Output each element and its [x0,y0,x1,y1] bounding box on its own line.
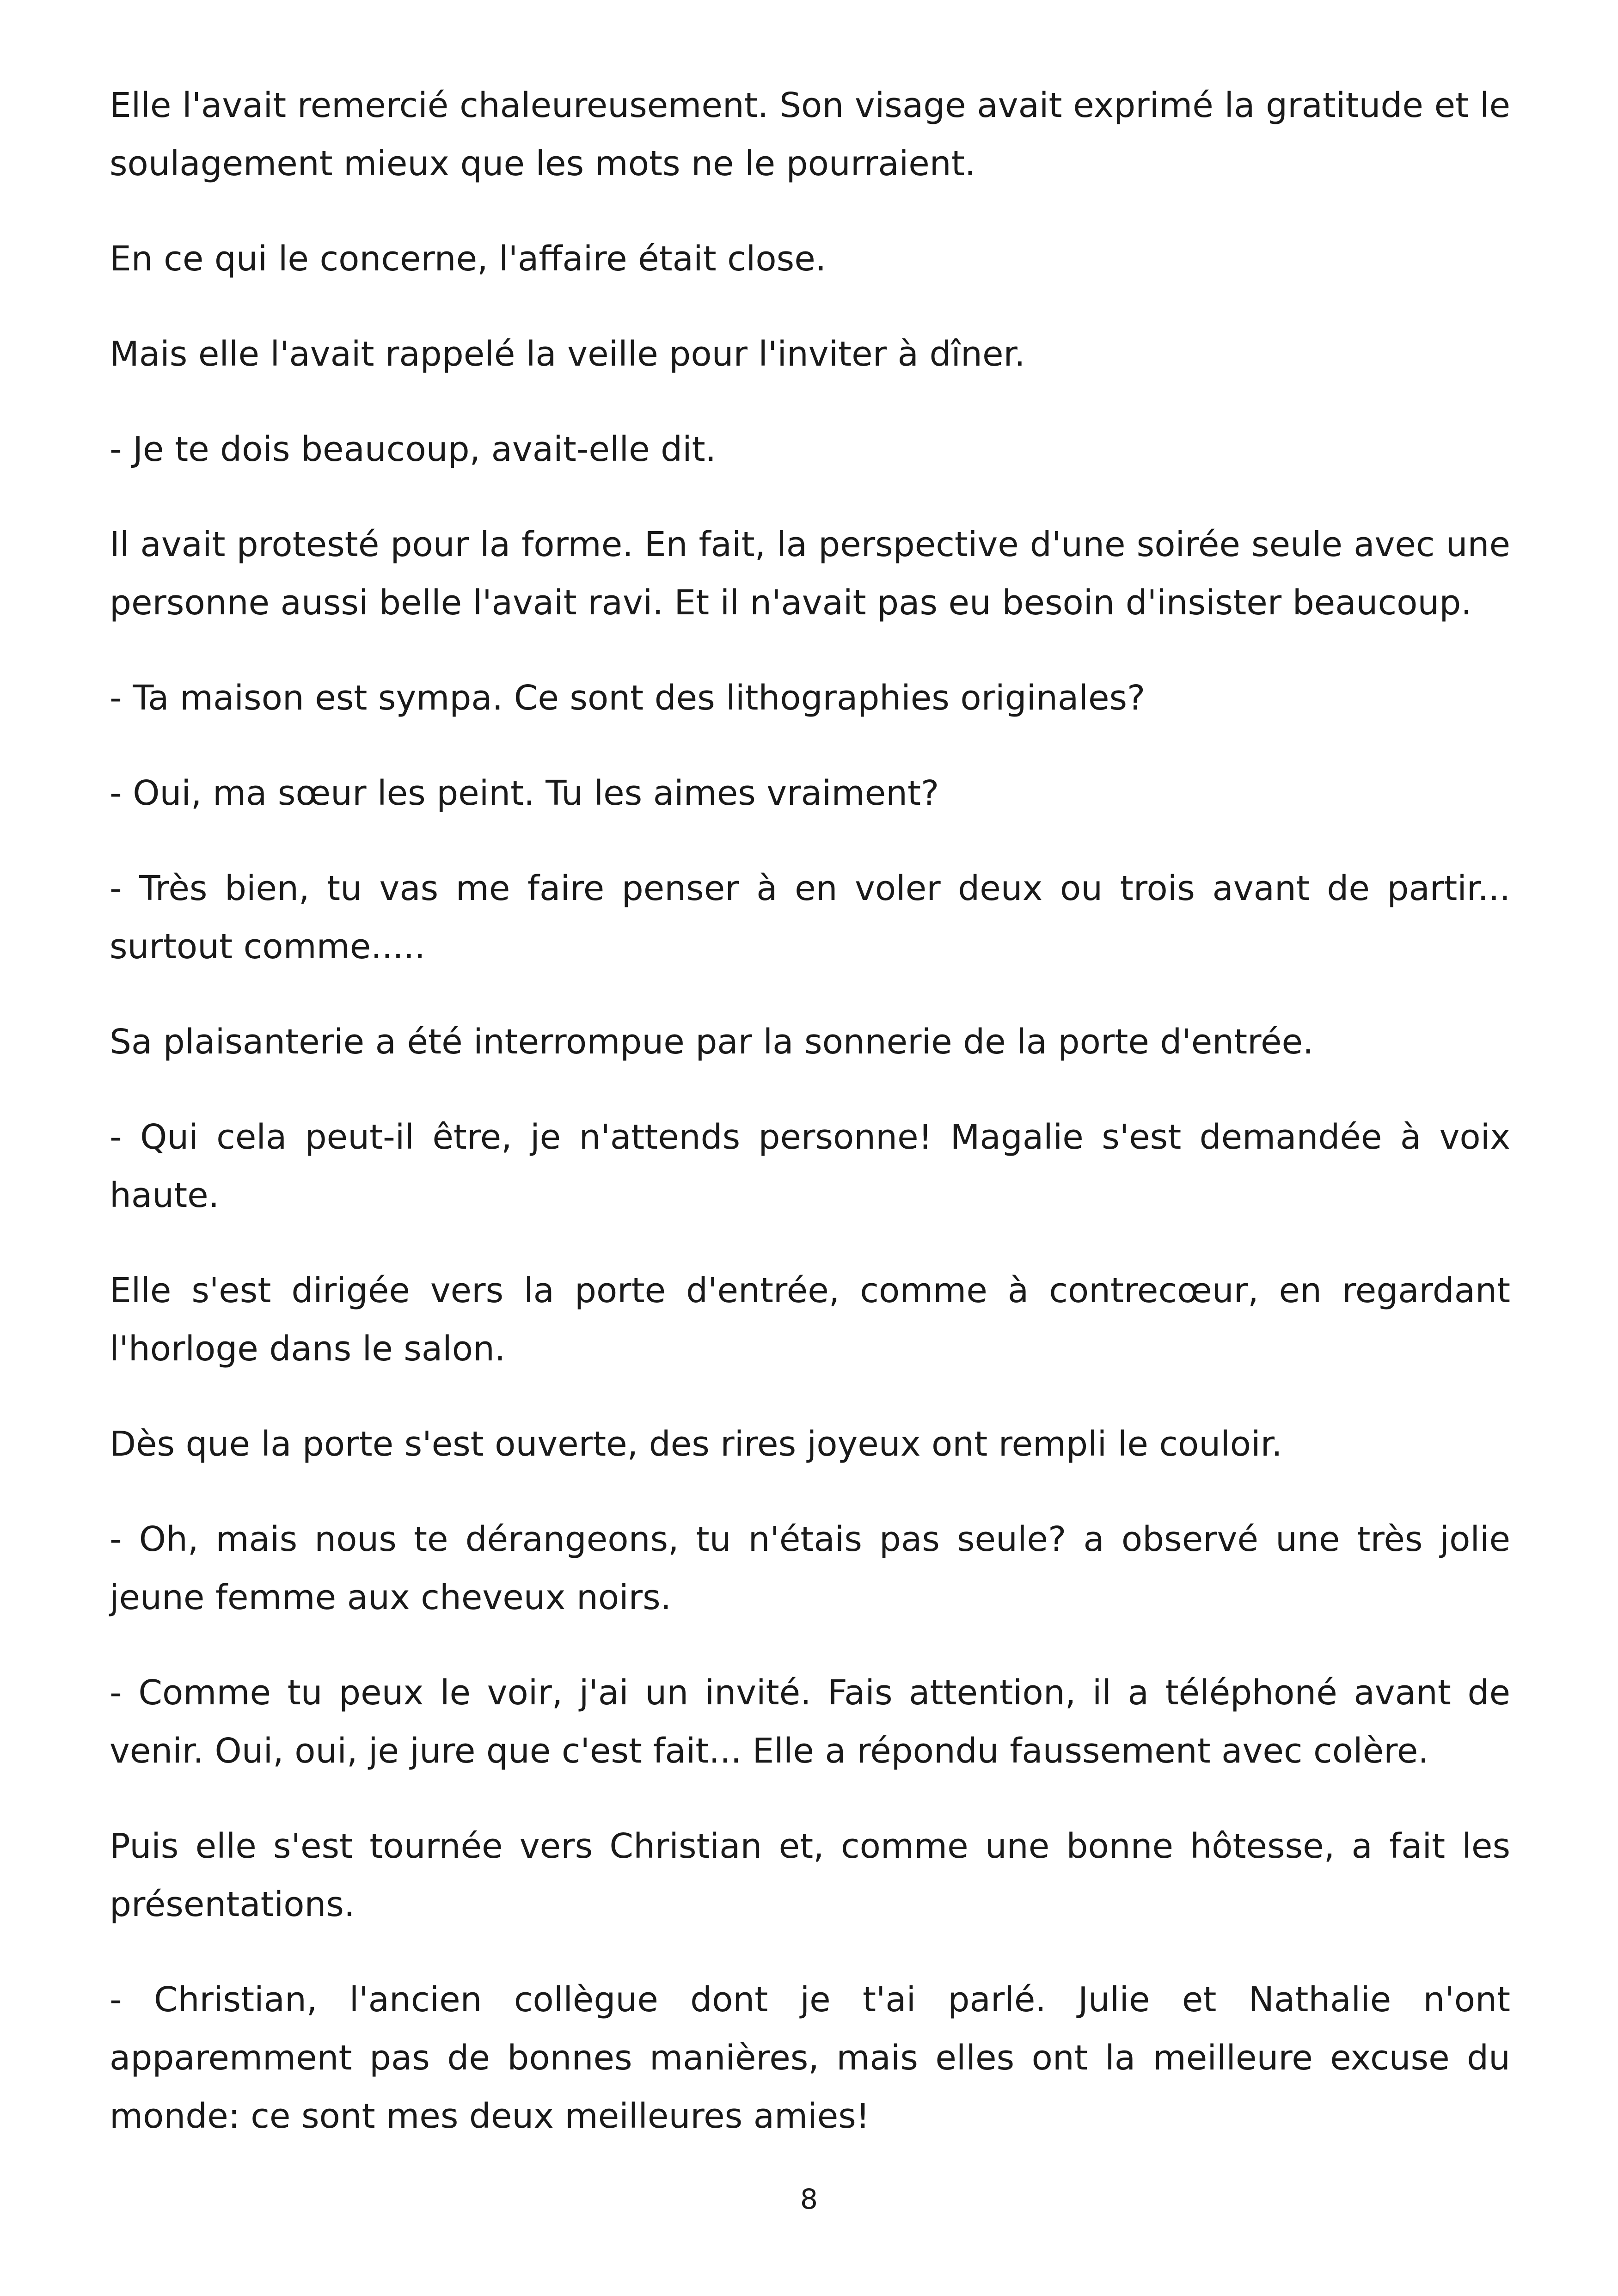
paragraph-3: Mais elle l'avait rappelé la veille pour l'inviter à dîner. [110,334,1025,374]
paragraph-12: Dès que la porte s'est ouverte, des rires joyeux ont rempli le couloir. [110,1424,1282,1464]
paragraph-6: - Ta maison est sympa. Ce sont des lithographies originales? [110,678,1146,718]
page-number: 8 [800,2183,818,2216]
paragraph-10: - Qui cela peut-il être, je n'attends personne! Magalie s'est demandée à voix haute. [110,1117,1510,1215]
paragraph-11: Elle s'est dirigée vers la porte d'entrée, comme à contrecœur, en regardant l'horloge dans le salon. [110,1271,1510,1369]
paragraph-8: - Très bien, tu vas me faire penser à en voler deux ou trois avant de partir... surtout comme..... [110,869,1510,967]
paragraph-5: Il avait protesté pour la forme. En fait, la perspective d'une soirée seule avec une personne aussi belle l'avait ravi. Et il n'avait pas eu besoin d'insister beaucoup. [110,525,1510,623]
paragraph-4: - Je te dois beaucoup, avait-elle dit. [110,429,717,469]
paragraph-9: Sa plaisanterie a été interrompue par la sonnerie de la porte d'entrée. [110,1022,1314,1062]
paragraph-7: - Oui, ma sœur les peint. Tu les aimes vraiment? [110,773,939,813]
paragraph-15: Puis elle s'est tournée vers Christian et, comme une bonne hôtesse, a fait les présentations. [110,1826,1510,1924]
body-text [110,76,1510,2182]
paragraph-2: En ce qui le concerne, l'affaire était close. [110,239,827,279]
paragraph-1: Elle l'avait remercié chaleureusement. Son visage avait exprimé la gratitude et le soulagement mieux que les mots ne le pourraient. [110,86,1510,184]
paragraph-16: - Christian, l'ancien collègue dont je t'ai parlé. Julie et Nathalie n'ont apparemment pas de bonnes manières, mais elles ont la meilleure excuse du monde: ce sont mes deux meilleures amies! [110,1980,1510,2136]
paragraph-14: - Comme tu peux le voir, j'ai un invité. Fais attention, il a téléphoné avant de venir. Oui, oui, je jure que c'est fait... Elle a répondu faussement avec colère. [110,1673,1510,1771]
paragraph-13: - Oh, mais nous te dérangeons, tu n'étais pas seule? a observé une très jolie jeune femme aux cheveux noirs. [110,1519,1510,1617]
